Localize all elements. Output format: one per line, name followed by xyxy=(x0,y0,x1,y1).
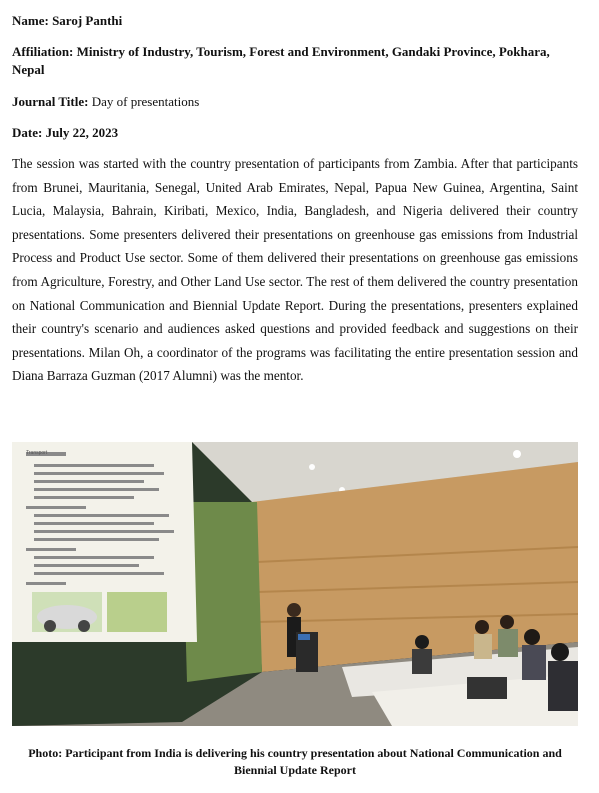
body-paragraph: The session was started with the country presentation of participants from Zambia. After that participants from Brunei, Mauritania, Senegal, United Arab Emirates, Nepal, Papua New Guinea, Argentina, Saint Lucia, Malaysia, Bahrain, Kiribati, Mexico, India, Bangladesh, and Nigeria delivered their country presentations. Some presenters delivered their presentations on greenhouse gas emissions from Industrial Process and Product Use sector. Some of them delivered their presentations on greenhouse gas emissions from Agriculture, Forestry, and Other Land Use sector. The rest of them delivered the country presentation on National Communication and Biennial Update Report. During the presentations, presenters explained their country's scenario and audiences asked questions and provided feedback and suggestions on their presentations. Milan Oh, a coordinator of the programs was facilitating the entire presentation session and Diana Barraza Guzman (2017 Alumni) was the mentor. xyxy=(12,156,578,384)
affiliation-line xyxy=(12,43,582,79)
affiliation-label: Affiliation: xyxy=(12,44,74,59)
photo-illustration xyxy=(12,442,578,726)
name-line xyxy=(12,12,582,30)
photo-caption: Photo: Participant from India is delivering his country presentation about National Communication and Biennial Update Report xyxy=(28,746,562,777)
affiliation-value: Ministry of Industry, Tourism, Forest and Environment, Gandaki Province, Pokhara, Nepal xyxy=(12,44,550,77)
presentation-photo xyxy=(12,442,578,726)
slide-heading: Transport xyxy=(26,450,48,456)
date-line xyxy=(12,124,582,142)
date-label: Date: xyxy=(12,125,43,140)
name-label: Name: xyxy=(12,13,49,28)
journal-title-label: Journal Title: xyxy=(12,94,89,109)
journal-title-value: Day of presentations xyxy=(91,94,200,109)
date-value: July 22, 2023 xyxy=(45,125,119,140)
journal-title-line xyxy=(12,93,582,111)
name-value: Saroj Panthi xyxy=(52,13,123,28)
